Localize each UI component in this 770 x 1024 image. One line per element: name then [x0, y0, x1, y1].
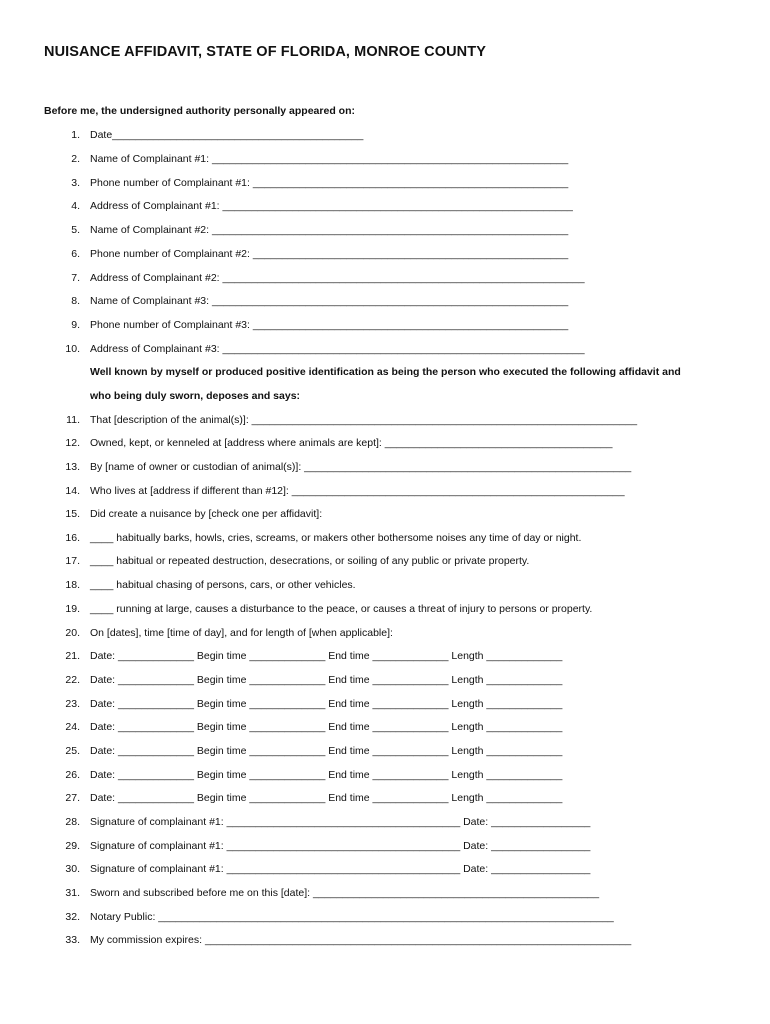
item-number: 8.: [71, 295, 80, 307]
item-text: Address of Complainant #3: ______________________________________________________________: [90, 343, 585, 355]
item-number: 12.: [65, 437, 80, 449]
item-number: 2.: [71, 153, 80, 165]
item-text: Date: _____________ Begin time _____________ End time _____________ Length _____________: [90, 769, 563, 781]
item-text: Date: _____________ Begin time _____________ End time _____________ Length _____________: [90, 650, 563, 662]
item-number: 4.: [71, 200, 80, 212]
item-number: 18.: [65, 579, 80, 591]
item-text: Owned, kept, or kenneled at [address where animals are kept]: _______________________________________: [90, 437, 613, 449]
item-text: Notary Public: ______________________________________________________________________________: [90, 911, 614, 923]
item-number: 20.: [65, 627, 80, 639]
item-number: 16.: [65, 532, 80, 544]
item-number: 32.: [65, 911, 80, 923]
item-text: Signature of complainant #1: ________________________________________ Date: _________________: [90, 840, 591, 852]
item-text: My commission expires: _________________________________________________________________________: [90, 934, 632, 946]
document-title: NUISANCE AFFIDAVIT, STATE OF FLORIDA, MONROE COUNTY: [44, 44, 486, 60]
item-number: 23.: [65, 698, 80, 710]
item-text: Who lives at [address if different than #12]: _________________________________________________________: [90, 485, 625, 497]
item-number: 22.: [65, 674, 80, 686]
item-text: Phone number of Complainant #3: ______________________________________________________: [90, 319, 569, 331]
item-text: Well known by myself or produced positive identification as being the person who executed the following affidavit and: [90, 366, 681, 378]
item-text: Date: _____________ Begin time _____________ End time _____________ Length _____________: [90, 698, 563, 710]
item-number: 13.: [65, 461, 80, 473]
item-number: 28.: [65, 816, 80, 828]
item-text: Address of Complainant #2: ______________________________________________________________: [90, 272, 585, 284]
item-text: Date: _____________ Begin time _____________ End time _____________ Length _____________: [90, 674, 563, 686]
item-number: 24.: [65, 721, 80, 733]
item-text: Phone number of Complainant #1: ______________________________________________________: [90, 177, 569, 189]
item-text: Date___________________________________________: [90, 129, 364, 141]
item-text: By [name of owner or custodian of animal(s)]: ________________________________________________________: [90, 461, 632, 473]
item-text: who being duly sworn, deposes and says:: [90, 390, 301, 402]
item-number: 14.: [65, 485, 80, 497]
item-text: ____ habitually barks, howls, cries, screams, or makers other bothersome noises any time of day or night.: [90, 532, 582, 544]
item-number: 27.: [65, 792, 80, 804]
item-number: 21.: [65, 650, 80, 662]
item-number: 1.: [71, 129, 80, 141]
item-number: 10.: [65, 343, 80, 355]
item-number: 30.: [65, 863, 80, 875]
item-text: That [description of the animal(s)]: __________________________________________________________________: [90, 414, 638, 426]
item-text: ____ habitual chasing of persons, cars, or other vehicles.: [90, 579, 356, 591]
item-number: 17.: [65, 555, 80, 567]
item-text: Address of Complainant #1: ____________________________________________________________: [90, 200, 573, 212]
item-number: 9.: [71, 319, 80, 331]
item-text: Name of Complainant #3: _____________________________________________________________: [90, 295, 569, 307]
item-number: 26.: [65, 769, 80, 781]
item-number: 25.: [65, 745, 80, 757]
item-number: 15.: [65, 508, 80, 520]
item-number: 6.: [71, 248, 80, 260]
item-text: Date: _____________ Begin time _____________ End time _____________ Length _____________: [90, 745, 563, 757]
item-text: Name of Complainant #2: _____________________________________________________________: [90, 224, 569, 236]
item-text: Sworn and subscribed before me on this [date]: _________________________________________________: [90, 887, 600, 899]
item-text: On [dates], time [time of day], and for length of [when applicable]:: [90, 627, 393, 639]
item-text: Signature of complainant #1: ________________________________________ Date: _________________: [90, 816, 591, 828]
item-number: 7.: [71, 272, 80, 284]
item-text: ____ running at large, causes a disturbance to the peace, or causes a threat of injury to persons or property.: [90, 603, 593, 615]
item-text: Signature of complainant #1: ________________________________________ Date: _________________: [90, 863, 591, 875]
item-number: 31.: [65, 887, 80, 899]
item-number: 19.: [65, 603, 80, 615]
item-text: Date: _____________ Begin time _____________ End time _____________ Length _____________: [90, 792, 563, 804]
intro-statement: Before me, the undersigned authority personally appeared on:: [44, 105, 355, 117]
item-number: 29.: [65, 840, 80, 852]
item-text: Phone number of Complainant #2: ______________________________________________________: [90, 248, 569, 260]
item-number: 3.: [71, 177, 80, 189]
item-number: 33.: [65, 934, 80, 946]
item-text: ____ habitual or repeated destruction, desecrations, or soiling of any public or private property.: [90, 555, 530, 567]
item-text: Did create a nuisance by [check one per affidavit]:: [90, 508, 323, 520]
item-number: 11.: [66, 414, 80, 426]
item-number: 5.: [71, 224, 80, 236]
item-text: Name of Complainant #1: _____________________________________________________________: [90, 153, 569, 165]
item-text: Date: _____________ Begin time _____________ End time _____________ Length _____________: [90, 721, 563, 733]
